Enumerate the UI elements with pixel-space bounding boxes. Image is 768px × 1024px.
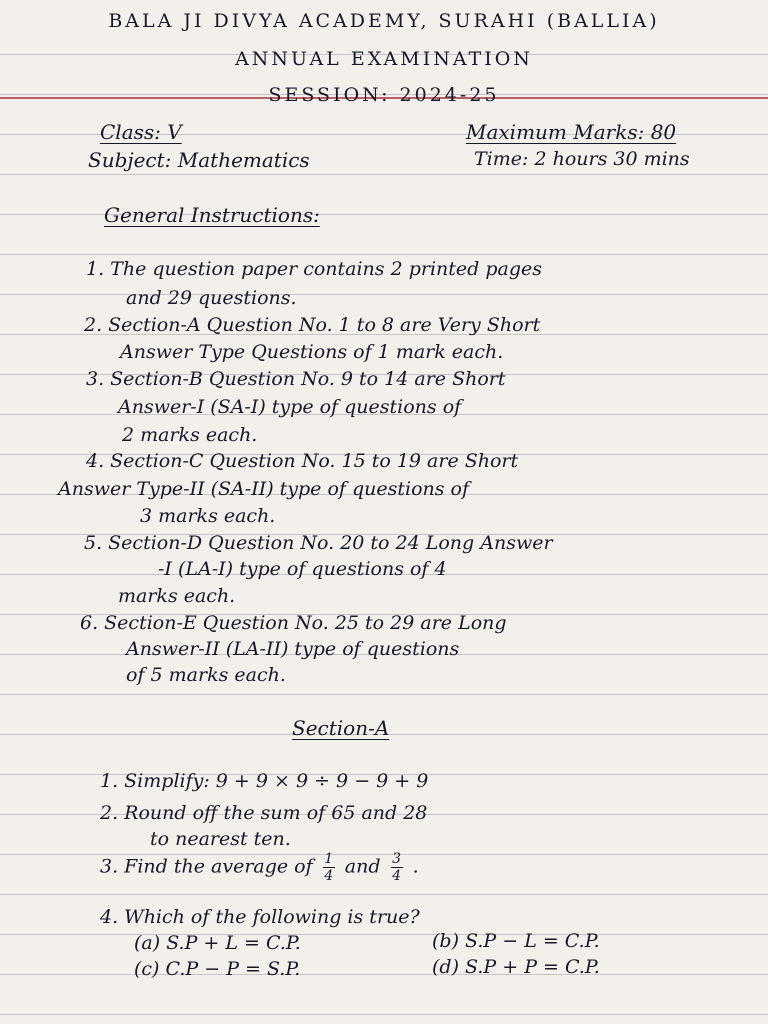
instruction-line: marks each. xyxy=(118,585,236,607)
option-a: (a) S.P + L = C.P. xyxy=(134,932,301,954)
fraction-denominator: 4 xyxy=(324,868,334,884)
instruction-line: Answer-II (LA-II) type of questions xyxy=(126,638,460,660)
question-2-cont: to nearest ten. xyxy=(150,828,291,850)
question-2: 2. Round off the sum of 65 and 28 xyxy=(100,802,428,824)
instruction-line: -I (LA-I) type of questions of 4 xyxy=(158,558,447,580)
instructions-title: General Instructions: xyxy=(104,203,320,227)
max-marks-label: Maximum Marks: 80 xyxy=(466,120,677,144)
question-1: 1. Simplify: 9 + 9 × 9 ÷ 9 − 9 + 9 xyxy=(100,770,429,792)
fraction-three-fourths xyxy=(391,852,403,883)
instruction-line: 2 marks each. xyxy=(122,424,258,446)
option-d: (d) S.P + P = C.P. xyxy=(432,956,600,978)
section-a-title: Section-A xyxy=(292,716,390,740)
option-b: (b) S.P − L = C.P. xyxy=(432,930,600,952)
instruction-line: 6. Section-E Question No. 25 to 29 are Long xyxy=(80,612,507,634)
instruction-line: of 5 marks each. xyxy=(126,664,286,686)
question-4: 4. Which of the following is true? xyxy=(100,906,420,928)
instruction-line: 1. The question paper contains 2 printed pages xyxy=(86,258,542,280)
fraction-numerator: 3 xyxy=(392,851,401,867)
question-3-end: . xyxy=(412,855,419,878)
exam-title: ANNUAL EXAMINATION xyxy=(235,48,533,70)
fraction-denominator: 4 xyxy=(392,868,401,884)
instruction-line: 4. Section-C Question No. 15 to 19 are Short xyxy=(86,450,519,472)
time-label: Time: 2 hours 30 mins xyxy=(474,148,690,170)
instruction-line: 5. Section-D Question No. 20 to 24 Long Answer xyxy=(84,532,553,554)
subject-label: Subject: Mathematics xyxy=(88,148,310,172)
instruction-line: 3. Section-B Question No. 9 to 14 are Short xyxy=(86,368,506,390)
question-3-text: 3. Find the average of xyxy=(100,855,313,878)
fraction-numerator: 1 xyxy=(324,851,334,867)
class-label: Class: V xyxy=(100,120,182,144)
instruction-line: 2. Section-A Question No. 1 to 8 are Very Short xyxy=(84,314,541,336)
session-label: SESSION: 2024-25 xyxy=(268,84,500,106)
question-3 xyxy=(100,852,419,883)
option-c: (c) C.P − P = S.P. xyxy=(134,958,301,980)
instruction-line: Answer Type Questions of 1 mark each. xyxy=(120,341,504,363)
instruction-line: and 29 questions. xyxy=(126,287,297,309)
instruction-line: Answer Type-II (SA-II) type of questions of xyxy=(58,478,470,500)
instruction-line: 3 marks each. xyxy=(140,505,276,527)
conjunction: and xyxy=(344,855,381,878)
school-name: BALA JI DIVYA ACADEMY, SURAHI (BALLIA) xyxy=(108,10,660,32)
instruction-line: Answer-I (SA-I) type of questions of xyxy=(118,396,462,418)
fraction-one-fourth xyxy=(323,852,335,883)
